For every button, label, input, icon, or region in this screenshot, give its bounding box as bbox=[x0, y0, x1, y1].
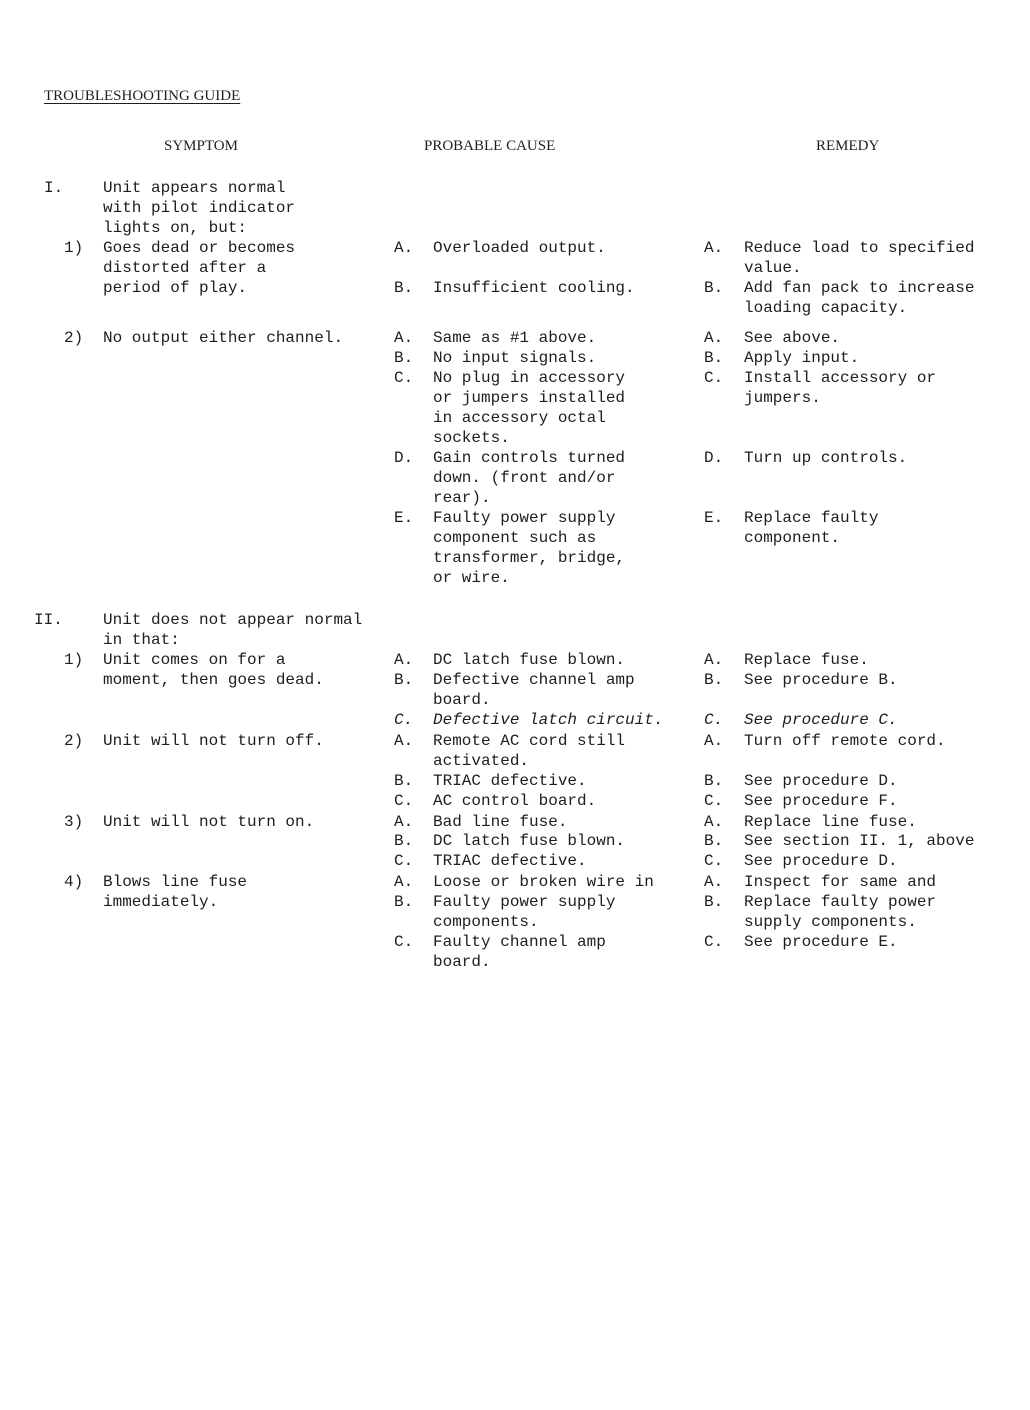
section-intro-line: in that: bbox=[103, 631, 180, 649]
remedy-text: See procedure D. bbox=[744, 772, 898, 790]
cause-text: TRIAC defective. bbox=[433, 852, 587, 870]
cause-letter: C. bbox=[394, 792, 414, 810]
symptom-line: Unit will not turn off. bbox=[103, 732, 324, 750]
remedy-letter: C. bbox=[704, 369, 724, 387]
cause-letter: A. bbox=[394, 873, 414, 891]
cause-letter: C. bbox=[394, 369, 414, 387]
remedy-text: component. bbox=[744, 529, 841, 547]
cause-letter: A. bbox=[394, 329, 414, 347]
cause-text: or wire. bbox=[433, 569, 510, 587]
cause-text: Faulty power supply bbox=[433, 893, 616, 911]
remedy-text: jumpers. bbox=[744, 389, 821, 407]
item-number: 1) bbox=[64, 239, 84, 257]
cause-text: Faulty channel amp bbox=[433, 933, 606, 951]
remedy-text: Install accessory or bbox=[744, 369, 937, 387]
cause-text: TRIAC defective. bbox=[433, 772, 587, 790]
symptom-line: period of play. bbox=[103, 279, 248, 297]
cause-text: DC latch fuse blown. bbox=[433, 651, 626, 669]
cause-letter: A. bbox=[394, 651, 414, 669]
item-number: 1) bbox=[64, 651, 84, 669]
symptom-line: distorted after a bbox=[103, 259, 267, 277]
remedy-text: Apply input. bbox=[744, 349, 860, 367]
cause-text: Defective latch circuit. bbox=[433, 711, 664, 729]
cause-text: components. bbox=[433, 913, 539, 931]
remedy-text: Replace fuse. bbox=[744, 651, 869, 669]
remedy-letter: B. bbox=[704, 832, 724, 850]
cause-text: Defective channel amp bbox=[433, 671, 635, 689]
remedy-letter: C. bbox=[704, 852, 724, 870]
cause-letter: B. bbox=[394, 671, 414, 689]
remedy-letter: A. bbox=[704, 329, 724, 347]
remedy-letter: C. bbox=[704, 792, 724, 810]
remedy-text: loading capacity. bbox=[744, 299, 908, 317]
remedy-text: See section II. 1, above bbox=[744, 832, 975, 850]
page-title: TROUBLESHOOTING GUIDE bbox=[44, 88, 241, 104]
cause-letter: C. bbox=[394, 711, 414, 729]
remedy-letter: C. bbox=[704, 711, 724, 729]
symptom-line: immediately. bbox=[103, 893, 219, 911]
cause-text: component such as bbox=[433, 529, 597, 547]
remedy-letter: A. bbox=[704, 651, 724, 669]
cause-text: Remote AC cord still bbox=[433, 732, 626, 750]
cause-letter: B. bbox=[394, 279, 414, 297]
remedy-letter: B. bbox=[704, 279, 724, 297]
column-header-remedy: REMEDY bbox=[816, 138, 880, 154]
cause-text: sockets. bbox=[433, 429, 510, 447]
cause-text: or jumpers installed bbox=[433, 389, 626, 407]
remedy-text: supply components. bbox=[744, 913, 917, 931]
section-intro-line: with pilot indicator bbox=[103, 199, 296, 217]
symptom-line: Blows line fuse bbox=[103, 873, 248, 891]
cause-letter: B. bbox=[394, 832, 414, 850]
remedy-letter: B. bbox=[704, 671, 724, 689]
symptom-line: Unit comes on for a bbox=[103, 651, 286, 669]
cause-text: transformer, bridge, bbox=[433, 549, 626, 567]
remedy-text: Add fan pack to increase bbox=[744, 279, 975, 297]
item-number: 2) bbox=[64, 732, 84, 750]
cause-text: in accessory octal bbox=[433, 409, 606, 427]
remedy-text: Turn up controls. bbox=[744, 449, 908, 467]
symptom-line: No output either channel. bbox=[103, 329, 344, 347]
remedy-letter: A. bbox=[704, 873, 724, 891]
cause-text: Faulty power supply bbox=[433, 509, 616, 527]
cause-text: DC latch fuse blown. bbox=[433, 832, 626, 850]
remedy-text: Turn off remote cord. bbox=[744, 732, 946, 750]
cause-text: activated. bbox=[433, 752, 530, 770]
remedy-text: See procedure F. bbox=[744, 792, 898, 810]
remedy-text: Reduce load to specified bbox=[744, 239, 975, 257]
column-header-symptom: SYMPTOM bbox=[164, 138, 238, 154]
cause-letter: E. bbox=[394, 509, 414, 527]
remedy-letter: B. bbox=[704, 772, 724, 790]
cause-letter: A. bbox=[394, 239, 414, 257]
remedy-letter: A. bbox=[704, 732, 724, 750]
cause-letter: B. bbox=[394, 893, 414, 911]
section-numeral: I. bbox=[44, 179, 64, 197]
remedy-letter: D. bbox=[704, 449, 724, 467]
section-numeral: II. bbox=[34, 611, 63, 629]
remedy-text: See procedure C. bbox=[744, 711, 898, 729]
cause-text: Loose or broken wire in bbox=[433, 873, 654, 891]
cause-text: down. (front and/or bbox=[433, 469, 616, 487]
remedy-text: Inspect for same and bbox=[744, 873, 937, 891]
remedy-letter: C. bbox=[704, 933, 724, 951]
cause-letter: A. bbox=[394, 813, 414, 831]
remedy-letter: B. bbox=[704, 893, 724, 911]
symptom-line: Unit will not turn on. bbox=[103, 813, 315, 831]
symptom-line: Goes dead or becomes bbox=[103, 239, 296, 257]
remedy-letter: A. bbox=[704, 239, 724, 257]
cause-text: board. bbox=[433, 953, 491, 971]
cause-text: Bad line fuse. bbox=[433, 813, 568, 831]
cause-text: No plug in accessory bbox=[433, 369, 626, 387]
item-number: 2) bbox=[64, 329, 84, 347]
remedy-text: See procedure D. bbox=[744, 852, 898, 870]
cause-text: Gain controls turned bbox=[433, 449, 626, 467]
remedy-letter: E. bbox=[704, 509, 724, 527]
cause-text: rear). bbox=[433, 489, 491, 507]
section-intro-line: Unit appears normal bbox=[103, 179, 286, 197]
cause-text: Same as #1 above. bbox=[433, 329, 597, 347]
cause-letter: B. bbox=[394, 349, 414, 367]
remedy-text: Replace faulty bbox=[744, 509, 879, 527]
cause-letter: C. bbox=[394, 852, 414, 870]
cause-text: No input signals. bbox=[433, 349, 597, 367]
section-intro-line: Unit does not appear normal bbox=[103, 611, 363, 629]
column-header-probable-cause: PROBABLE CAUSE bbox=[424, 138, 556, 154]
cause-text: Overloaded output. bbox=[433, 239, 606, 257]
section-intro-line: lights on, but: bbox=[103, 219, 248, 237]
cause-letter: A. bbox=[394, 732, 414, 750]
remedy-text: See procedure E. bbox=[744, 933, 898, 951]
remedy-text: See above. bbox=[744, 329, 841, 347]
cause-text: AC control board. bbox=[433, 792, 597, 810]
remedy-text: See procedure B. bbox=[744, 671, 898, 689]
item-number: 3) bbox=[64, 813, 84, 831]
remedy-text: Replace line fuse. bbox=[744, 813, 917, 831]
remedy-letter: B. bbox=[704, 349, 724, 367]
symptom-line: moment, then goes dead. bbox=[103, 671, 324, 689]
cause-letter: D. bbox=[394, 449, 414, 467]
item-number: 4) bbox=[64, 873, 84, 891]
cause-text: Insufficient cooling. bbox=[433, 279, 635, 297]
cause-letter: C. bbox=[394, 933, 414, 951]
remedy-text: Replace faulty power bbox=[744, 893, 937, 911]
cause-text: board. bbox=[433, 691, 491, 709]
cause-letter: B. bbox=[394, 772, 414, 790]
remedy-text: value. bbox=[744, 259, 802, 277]
remedy-letter: A. bbox=[704, 813, 724, 831]
